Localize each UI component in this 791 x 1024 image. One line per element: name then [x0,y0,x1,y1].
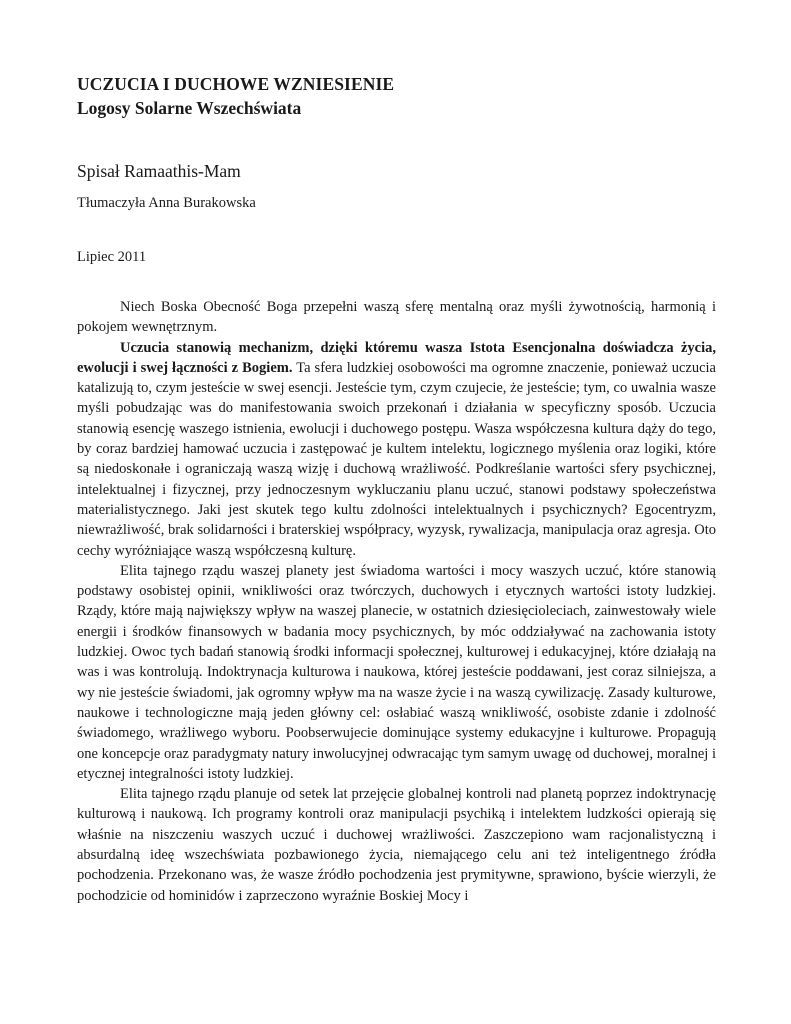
paragraph-4 [77,784,716,906]
paragraph-4-text: Elita tajnego rządu planuje od setek lat przejęcie globalnej kontroli nad planetą poprzez indoktrynację kulturową i naukową. Ich programy kontroli oraz manipulacji psychiką i intelektem ludzkości opierają się właśnie na niszczeniu waszych uczuć i duchowej wrażliwości. Zaszczepiono wam racjonalistyczną i absurdalną ideę wszechświata pozbawionego życia, niemającego celu ani też inteligentnego źródła pochodzenia. Przekonano was, że wasze źródło pochodzenia jest prymitywne, sprawiono, byście wierzyli, że pochodzicie od hominidów i zaprzeczono wyraźnie Boskiej Mocy i [77,786,716,904]
paragraph-2 [77,338,716,561]
document-page [77,72,716,906]
paragraph-3-text: Elita tajnego rządu waszej planety jest świadoma wartości i mocy waszych uczuć, które stanowią podstawy osobistej opinii, wnikliwości oraz twórczych, duchowych i etycznych wartości istoty ludzkiej. Rządy, które mają największy wpływ na waszej planecie, w ostatnich dziesięcioleciach, zainwestowały wiele energii i środków finansowych w badania mocy psychicznych, by móc oddziaływać na zachowania istoty ludzkiej. Owoc tych badań stanowią środki informacji społecznej, kulturowej i edukacyjnej, które działają na was i was kontrolują. Indoktrynacja kulturowa i naukowa, której jesteście poddawani, jest coraz silniejsza, a wy nie jesteście świadomi, jak ogromny wpływ ma na wasze życie i na waszą cywilizację. Zasady kulturowe, naukowe i technologiczne mają jeden główny cel: osłabiać waszą wnikliwość, osobiste zdanie i zdolność świadomego, wrażliwego wyboru. Poobserwujecie dominujące systemy edukacyjne i kulturowe. Propagują one koncepcje oraz paradygmaty natury inwolucyjnej odwracając tym samym uwagę od duchowej, moralnej i etycznej integralności istoty ludzkiej. [77,562,716,782]
paragraph-1 [77,297,716,338]
author-line: Spisał Ramaathis-Mam [77,161,241,181]
translator-line: Tłumaczyła Anna Burakowska [77,195,256,211]
paragraph-2-bold-lead: Uczucia stanowią mechanizm, dzięki któremu wasza Istota Esencjonalna doświadcza życia, ewolucji i swej łączności z Bogiem. [77,339,716,376]
document-subtitle: Logosy Solarne Wszechświata [77,98,302,118]
date-line: Lipiec 2011 [77,249,147,265]
paragraph-3 [77,561,716,784]
document-title: UCZUCIA I DUCHOWE WZNIESIENIE [77,74,395,94]
paragraph-1-text: Niech Boska Obecność Boga przepełni waszą sferę mentalną oraz myśli żywotnością, harmonią i pokojem wewnętrznym. [77,299,716,336]
body-text [77,297,716,906]
paragraph-2-text: Ta sfera ludzkiej osobowości ma ogromne znaczenie, ponieważ uczucia katalizują to, czym jesteście w swej esencji. Jesteście tym, czym czujecie, że jesteście; tym, co uwalnia wasze myśli pobudzając was do manifestowania swoich przekonań i działania w specyficzny sposób. Uczucia stanowią esencję waszego istnienia, ewolucji i duchowego postępu. Wasza współczesna kultura dąży do tego, by coraz bardziej hamować uczucia i zastępować je kultem intelektu, logicznego myślenia oraz logiki, które są niedoskonałe i ograniczają waszą wizję i duchową wrażliwość. Podkreślanie wartości sfery psychicznej, intelektualnej i fizycznej, przy jednoczesnym wykluczaniu planu uczuć, stanowi podstawy społeczeństwa materialistycznego. Jaki jest skutek tego kultu zdolności intelektualnych i psychicznych? Egocentryzm, niewrażliwość, brak solidarności i braterskiej współpracy, wyzysk, rywalizacja, manipulacja oraz agresja. Oto cechy wyróżniające waszą współczesną kulturę. [77,359,716,559]
